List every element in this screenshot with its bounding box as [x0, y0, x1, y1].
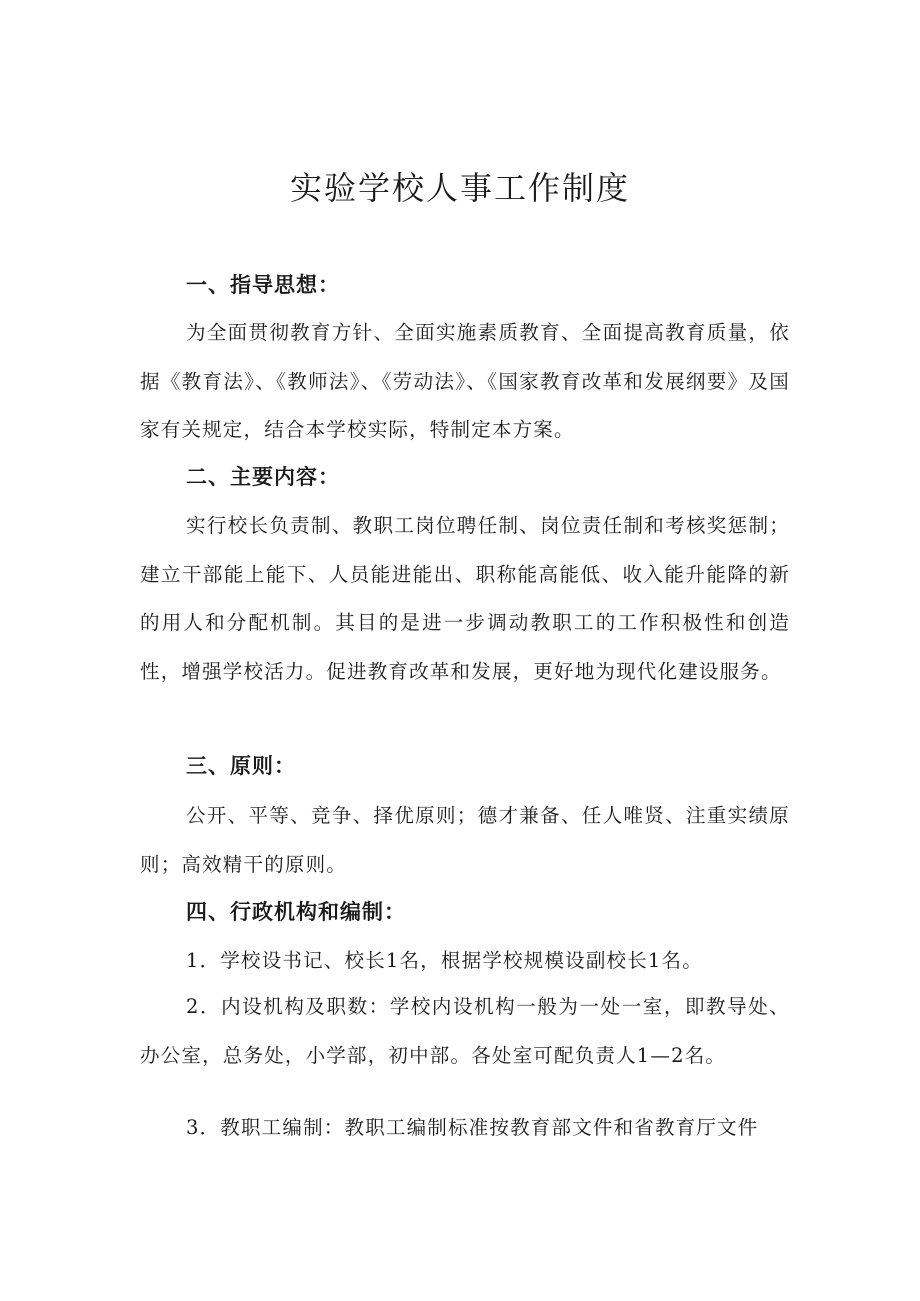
- paragraph-principles: 公开、平等、竞争、择优原则；德才兼备、任人唯贤、注重实绩原则；高效精干的原则。: [140, 804, 790, 876]
- paragraph-guiding-ideology: 为全面贯彻教育方针、全面实施素质教育、全面提高教育质量，依据《教育法》、《教师法》、《劳动法》、《国家教育改革和发展纲要》及国家有关规定，结合本学校实际，特制定本方案。: [140, 321, 790, 441]
- paragraph-item-2: 2．内设机构及职数：学校内设机构一般为一处一室，即教导处、办公室，总务处，小学部，初中部。各处室可配负责人1—2名。: [140, 995, 790, 1067]
- paragraph-item-1: 1．学校设书记、校长1名，根据学校规模设副校长1名。: [186, 949, 703, 972]
- section-heading-guiding-ideology: 一、指导思想：: [186, 273, 340, 297]
- paragraph-main-content: 实行校长负责制、教职工岗位聘任制、岗位责任制和考核奖惩制；建立干部能上能下、人员能进能出、职称能高能低、收入能升能降的新的用人和分配机制。其目的是进一步调动教职工的工作积极性和创造性，增强学校活力。促进教育改革和发展，更好地为现代化建设服务。: [140, 514, 790, 683]
- paragraph-item-3: 3．教职工编制：教职工编制标准按教育部文件和省教育厅文件: [186, 1116, 759, 1139]
- section-heading-main-content: 二、主要内容：: [186, 465, 340, 489]
- section-heading-principles: 三、原则：: [186, 754, 296, 778]
- section-heading-administration: 四、行政机构和编制：: [186, 900, 406, 924]
- document-title: 实验学校人事工作制度: [289, 169, 630, 207]
